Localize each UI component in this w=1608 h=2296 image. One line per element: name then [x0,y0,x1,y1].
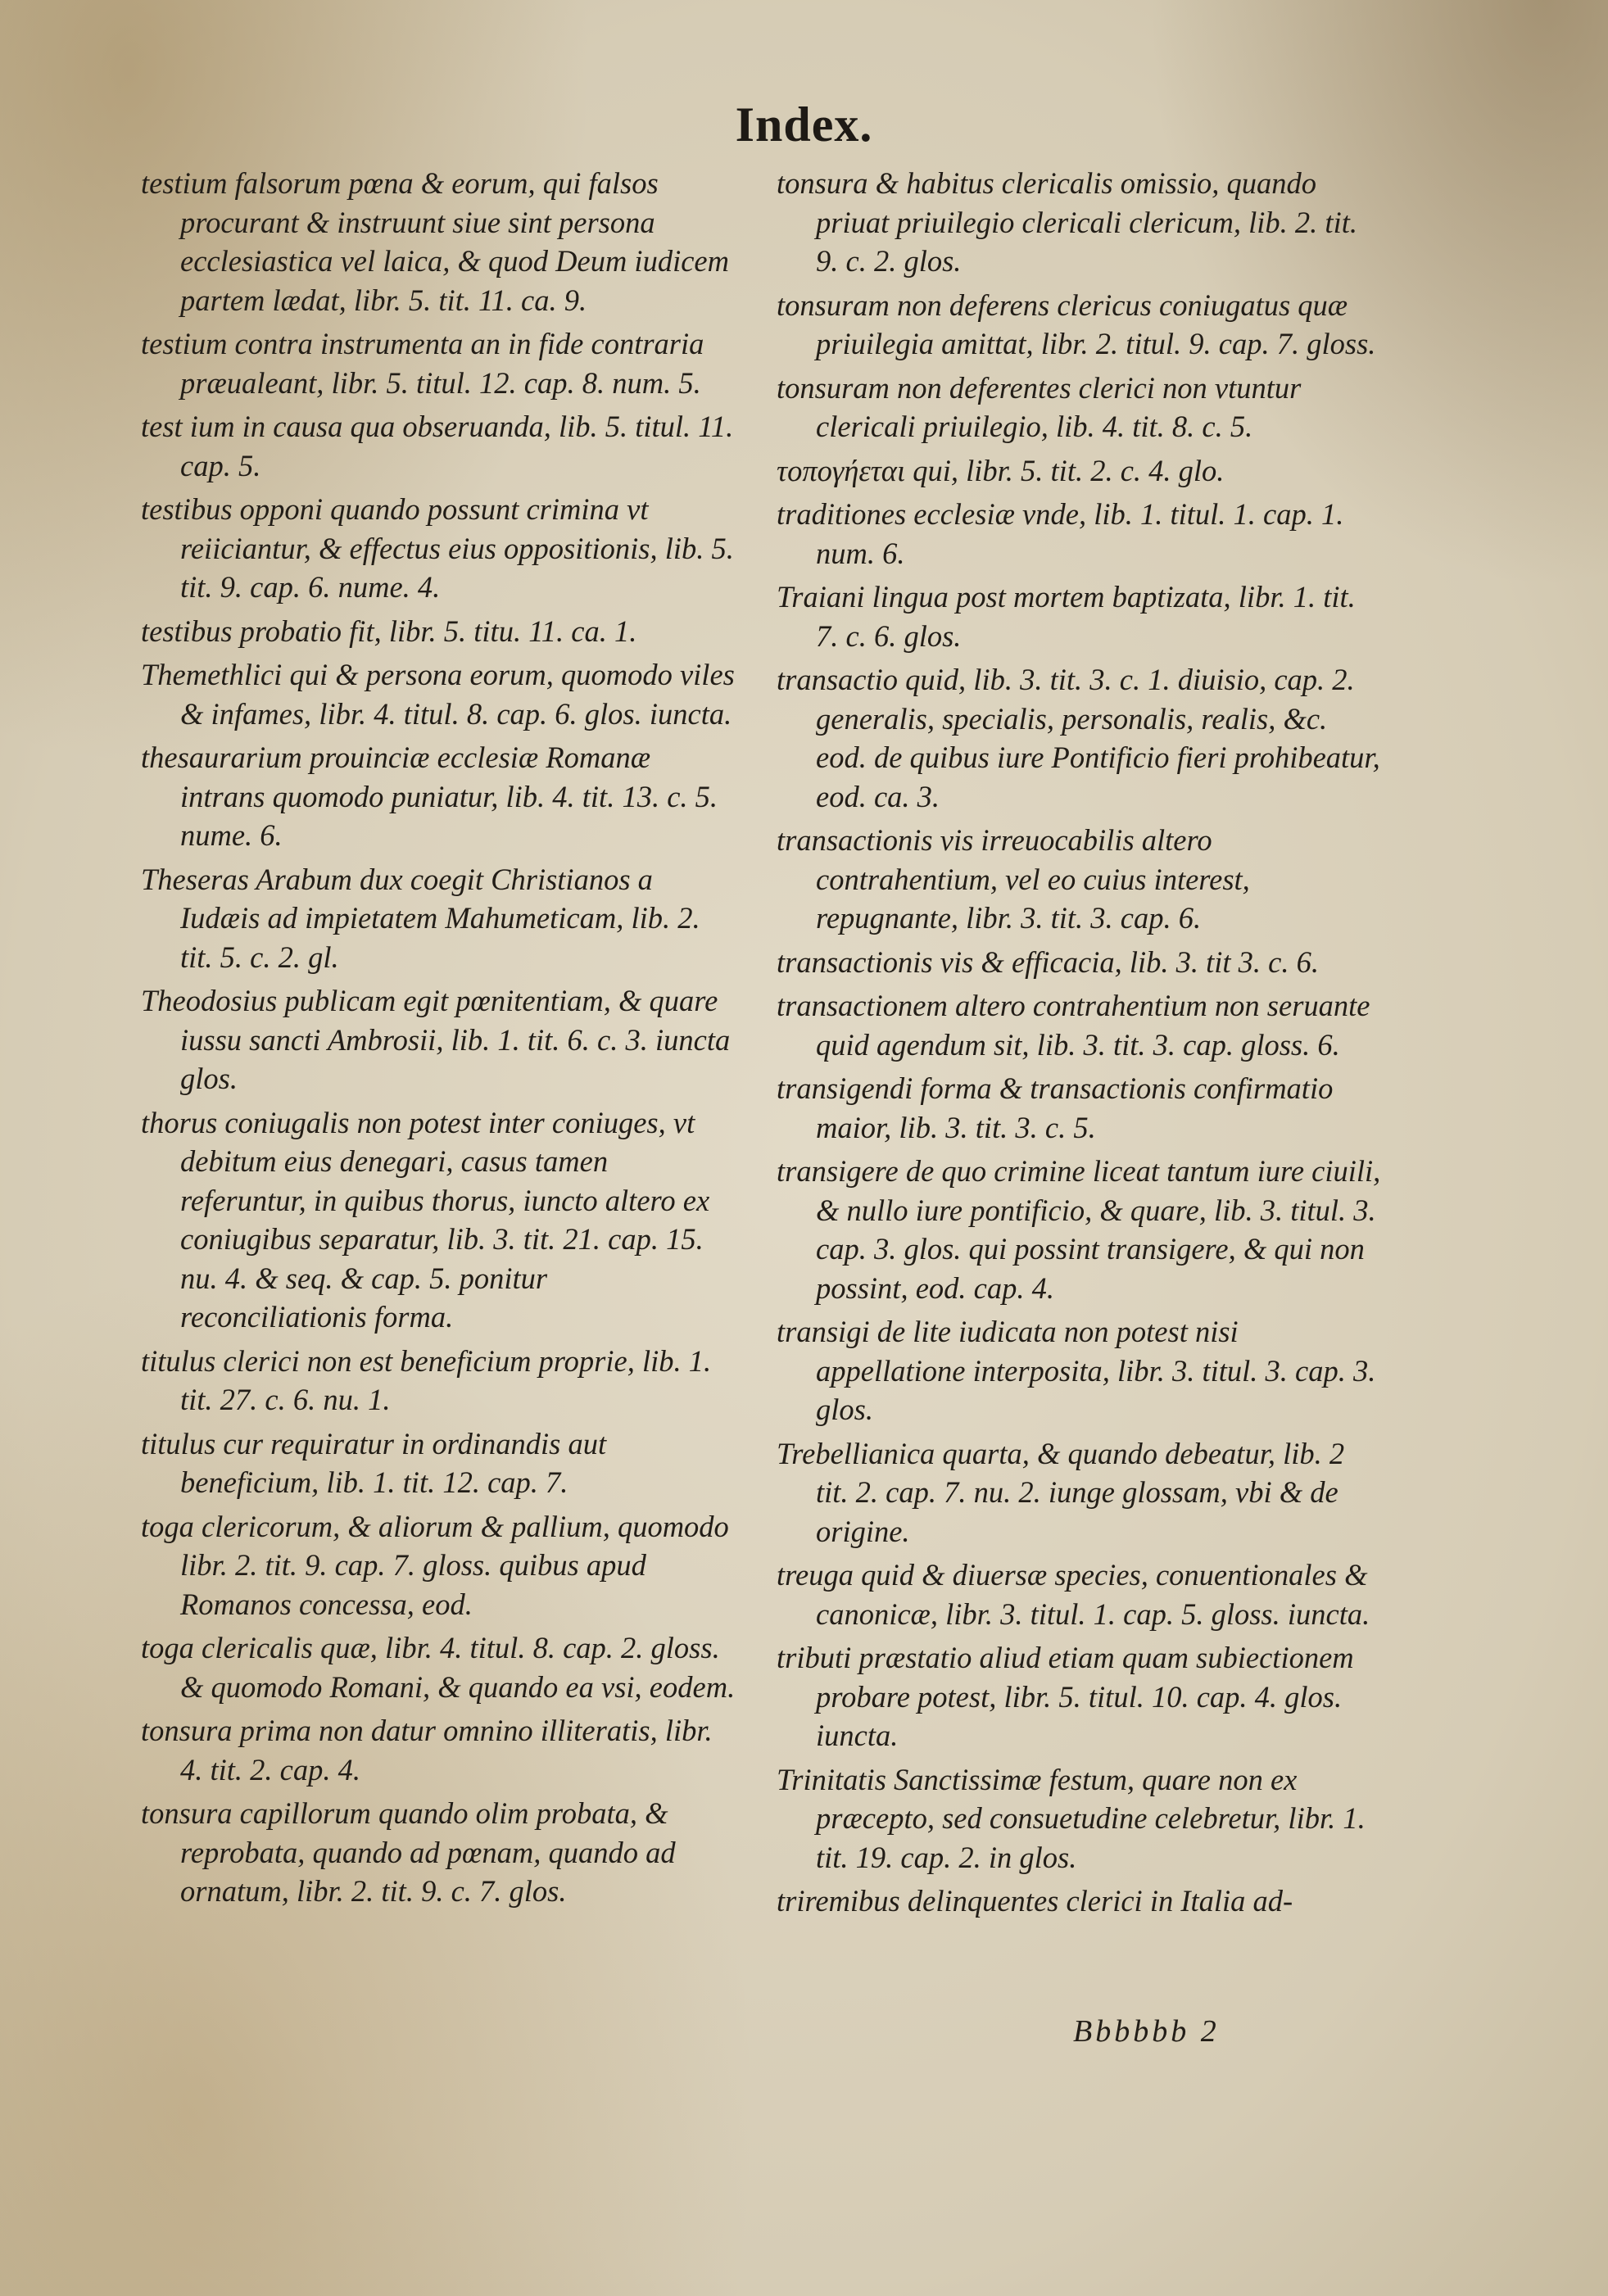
index-entry: titulus cur requiratur in ordinandis aut beneficium, lib. 1. tit. 12. cap. 7. [141,1426,607,1499]
index-entry: Themethlici qui & persona eorum, quomodo viles & infames, libr. 4. titul. 8. cap. 6. glos. iuncta. [141,658,735,731]
index-entry: testibus probatio fit, libr. 5. titu. 11. ca. 1. [141,614,637,648]
index-entry: traditiones ecclesiæ vnde, lib. 1. titul. 1. cap. 1. num. 6. [777,497,1344,570]
index-entry: tonsura prima non datur omnino illiteratis, libr. 4. tit. 2. cap. 4. [141,1714,713,1787]
index-entry: transigere de quo crimine liceat tantum iure ciuili, & nullo iure pontificio, & quare, lib. 3. titul. 3. cap. 3. glos. qui possint transigere, & qui non possint, eod. cap. 4. [777,1154,1381,1305]
index-entry: tonsura capillorum quando olim probata, & reprobata, quando ad pœnam, quando ad ornatum, libr. 2. tit. 9. c. 7. glos. [141,1796,676,1908]
index-entry: tonsuram non deferens clericus coniugatus quæ priuilegia amittat, libr. 2. titul. 9. cap. 7. gloss. [777,288,1376,360]
page-header [0,97,1608,153]
index-entry: transigendi forma & transactionis confirmatio maior, lib. 3. tit. 3. c. 5. [777,1071,1334,1144]
index-entry: transigi de lite iudicata non potest nisi appellatione interposita, libr. 3. titul. 3. cap. 3. glos. [777,1315,1376,1426]
index-entry: tonsuram non deferentes clerici non vtuntur clericali priuilegio, lib. 4. tit. 8. c. 5. [777,370,1302,443]
index-entry: Trebellianica quarta, & quando debeatur, lib. 2 tit. 2. cap. 7. nu. 2. iunge glossam, vbi & de origine. [777,1436,1345,1548]
index-entry: testium falsorum pœna & eorum, qui falsos procurant & instruunt siue sint persona ecclesiastica vel laica, & quod Deum iudicem partem lædat, libr. 5. tit. 11. ca. 9. [141,166,729,317]
index-entry: testibus opponi quando possunt crimina vt reiiciantur, & effectus eius oppositionis, lib. 5. tit. 9. cap. 6. nume. 4. [141,492,734,604]
index-entry: tonsura & habitus clericalis omissio, quando priuat priuilegio clericali clericum, lib. 2. tit. 9. c. 2. glos. [777,166,1357,278]
index-entry: triremibus delinquentes clerici in Italia ad- [777,1884,1293,1918]
index-entry: toga clericalis quæ, libr. 4. titul. 8. cap. 2. gloss. & quomodo Romani, & quando ea vsi, eodem. [141,1631,736,1704]
index-entry: transactio quid, lib. 3. tit. 3. c. 1. diuisio, cap. 2. generalis, specialis, personalis, realis, &c. eod. de quibus iure Pontificio fieri prohibeatur, eod. ca. 3. [777,663,1380,813]
index-entry: tributi præstatio aliud etiam quam subiectionem probare potest, libr. 5. titul. 10. cap. 4. glos. iuncta. [777,1641,1354,1752]
index-entry: Theodosius publicam egit pœnitentiam, & quare iussu sancti Ambrosii, lib. 1. tit. 6. c. 3. iuncta glos. [141,984,731,1095]
signature-mark: Bbbbbb 2 [1073,2014,1220,2049]
index-column-right [777,164,1383,1926]
index-entry: test ium in causa qua obseruanda, lib. 5. titul. 11. cap. 5. [141,410,734,482]
index-entry: transactionis vis & efficacia, lib. 3. tit 3. c. 6. [777,944,1320,979]
index-entry: Theseras Arabum dux coegit Christianos a Iudæis ad impietatem Mahumeticam, lib. 2. tit. 5. c. 2. gl. [141,862,700,974]
index-entry: thorus coniugalis non potest inter coniuges, vt debitum eius denegari, casus tamen referuntur, in quibus thorus, iuncto altero ex coniugibus separatur, lib. 3. tit. 21. cap. 15. nu. 4. & seq. & cap. 5. ponitur reconciliationis forma. [141,1105,710,1334]
index-entry: treuga quid & diuersæ species, conuentionales & canonicæ, libr. 3. titul. 1. cap. 5. gloss. iuncta. [777,1558,1370,1631]
index-entry: Traiani lingua post mortem baptizata, libr. 1. tit. 7. c. 6. glos. [777,580,1356,653]
index-entry: transactionis vis irreuocabilis altero contrahentium, vel eo cuius interest, repugnante, libr. 3. tit. 3. cap. 6. [777,823,1250,935]
index-entry: τοπογήεται qui, libr. 5. tit. 2. c. 4. glo. [777,453,1225,487]
index-entry: testium contra instrumenta an in fide contraria præualeant, libr. 5. titul. 12. cap. 8. num. 5. [141,327,704,400]
index-column-left [141,164,739,1916]
index-entry: Trinitatis Sanctissimæ festum, quare non ex præcepto, sed consuetudine celebretur, libr. 1. tit. 19. cap. 2. in glos. [777,1762,1366,1874]
page-title: Index. [735,97,873,152]
index-entry: thesaurarium prouinciæ ecclesiæ Romanæ intrans quomodo puniatur, lib. 4. tit. 13. c. 5. nume. 6. [141,740,718,852]
index-entry: transactionem altero contrahentium non seruante quid agendum sit, lib. 3. tit. 3. cap. gloss. 6. [777,989,1370,1062]
index-entry: toga clericorum, & aliorum & pallium, quomodo libr. 2. tit. 9. cap. 7. gloss. quibus apud Romanos concessa, eod. [141,1509,729,1621]
index-entry: titulus clerici non est beneficium proprie, lib. 1. tit. 27. c. 6. nu. 1. [141,1343,712,1416]
